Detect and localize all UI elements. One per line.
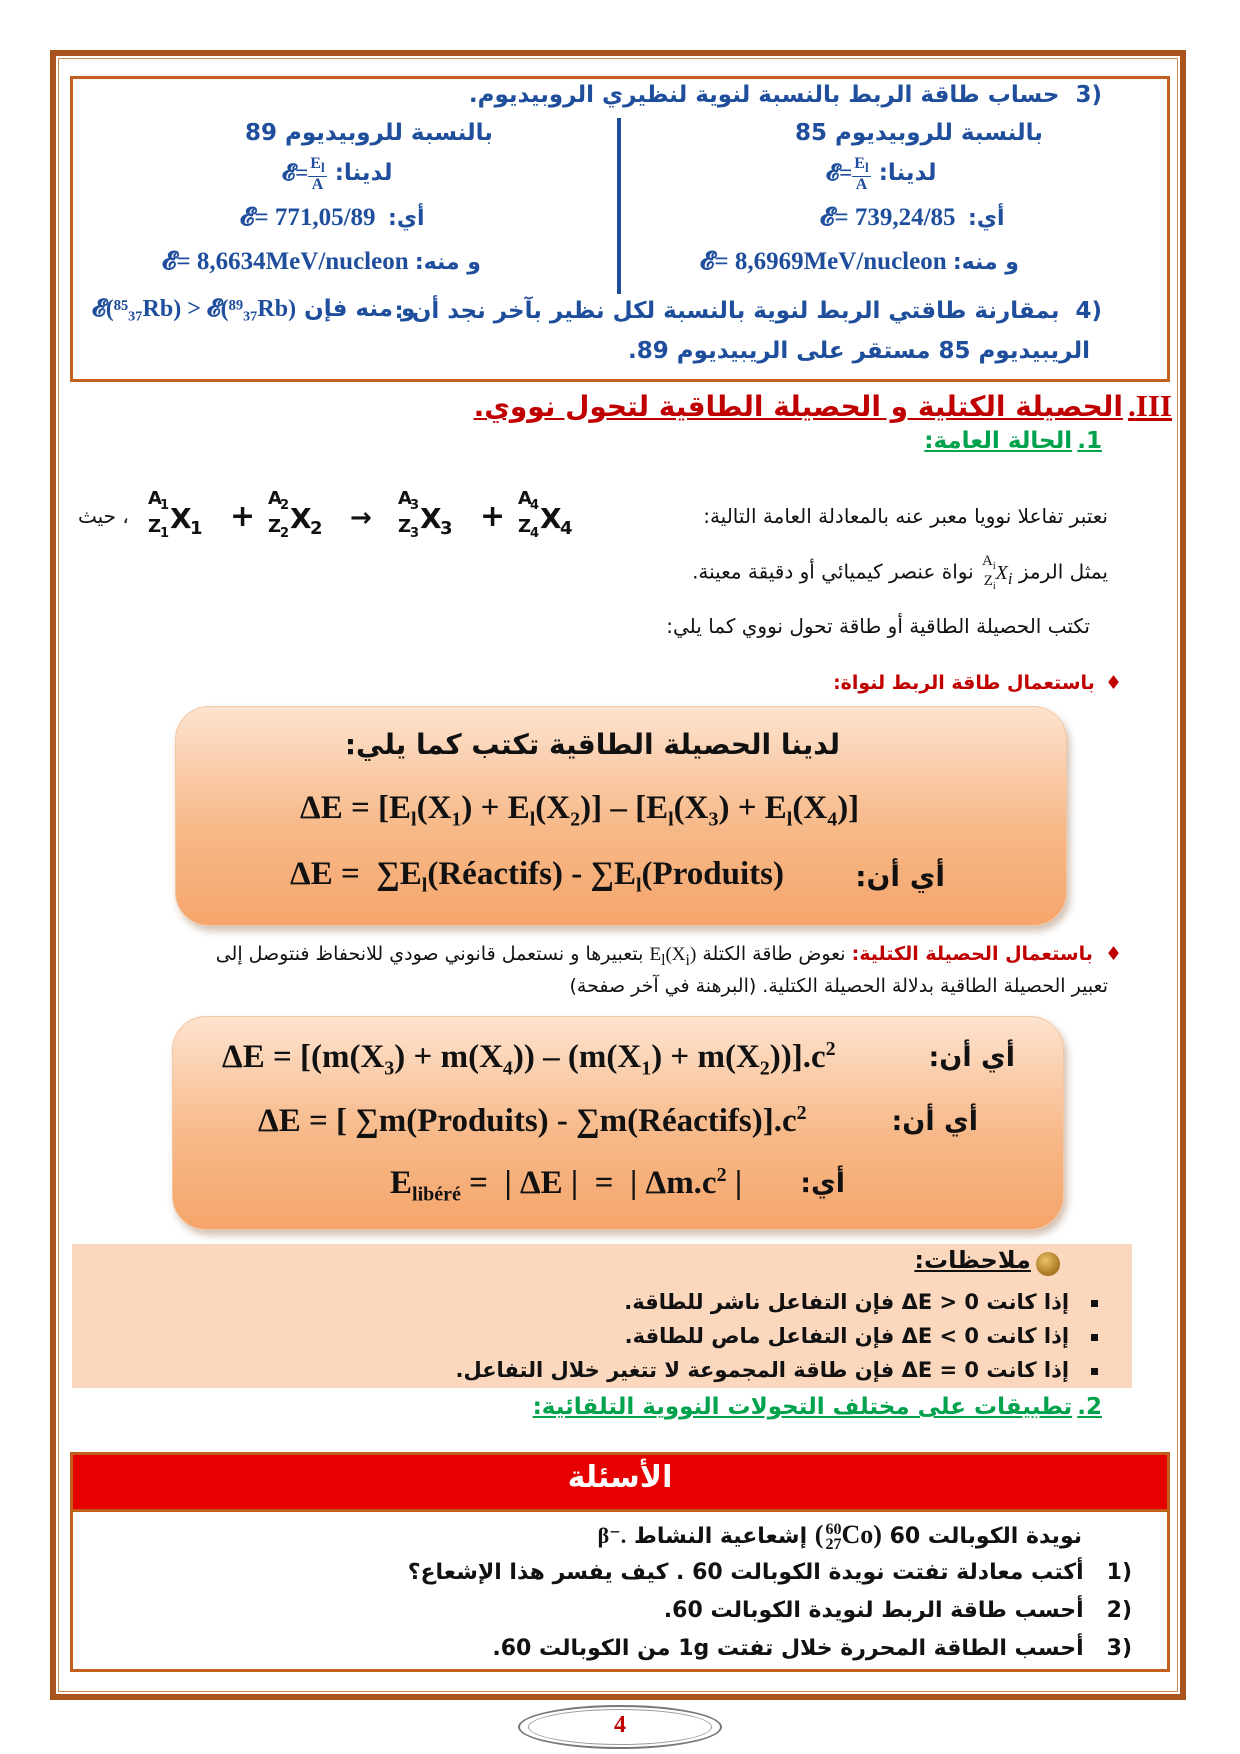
sub-2-text: تطبيقات على مختلف التحولات النووية التلقائية: xyxy=(532,1394,1073,1420)
box2-ie1: أي أن: xyxy=(928,1042,1015,1073)
sym-close: ) xyxy=(689,944,697,965)
intro-b: إشعاعية النشاط xyxy=(633,1524,808,1549)
sub-2-number: 2. xyxy=(1077,1394,1102,1420)
bullet-mass-balance xyxy=(216,943,1122,970)
box2-formula-3: $E_{libéré}$ = | ΔE | = | $\Delta m.c^2$ | xyxy=(390,1164,743,1206)
general-line1: نعتبر تفاعلا نوويا معبر عنه بالمعادلة العامة التالية: xyxy=(703,504,1108,528)
frac-den: A xyxy=(311,176,324,194)
svg-text:A: A xyxy=(398,488,412,509)
rb85-result-line xyxy=(700,248,1019,276)
rb85-result: 𝓔= 8,6969MeV/nucleon xyxy=(700,248,947,275)
svg-text:+: + xyxy=(230,499,256,534)
item-4-line1 xyxy=(394,298,1102,324)
question-text: أحسب طاقة الربط لنويدة الكوبالت 60. xyxy=(663,1598,1084,1623)
svg-text:X: X xyxy=(170,502,192,535)
compare-expression: 𝓔(⁸⁵₃₇Rb) > 𝓔(⁸⁹₃₇Rb) xyxy=(92,296,297,322)
rb85-frac xyxy=(826,155,871,194)
sub-1-title xyxy=(924,428,1102,454)
question-item xyxy=(408,1560,1132,1585)
rb89-heading: بالنسبة للروبيديوم 89 xyxy=(245,120,493,146)
question-text: أحسب الطاقة المحررة خلال تفتت 1g من الكوبالت 60. xyxy=(492,1636,1084,1661)
rb89-result: 𝓔= 8,6634MeV/nucleon xyxy=(162,248,409,275)
column-divider xyxy=(617,118,621,294)
sym-arg-sub: i xyxy=(685,951,690,969)
page-number: 4 xyxy=(614,1712,626,1738)
square-bullet-icon xyxy=(1091,1368,1098,1375)
frac-symbol: 𝓔= xyxy=(282,159,309,185)
note-item xyxy=(455,1358,1098,1382)
item-3 xyxy=(469,82,1102,108)
diamond-bullet-icon: ♦ xyxy=(1104,672,1122,694)
svg-text:1: 1 xyxy=(160,526,170,541)
rb85-have-label: لدينا: xyxy=(878,159,937,186)
box2-ie3: أي: xyxy=(800,1168,845,1199)
rb85-ie: أي: xyxy=(968,206,1005,231)
svg-text:1: 1 xyxy=(190,518,203,539)
box1-ie: أي أن: xyxy=(855,860,945,893)
bullet-mass-text1: نعوض طاقة الكتلة xyxy=(702,943,846,965)
question-number: (2 xyxy=(1106,1598,1132,1623)
frac-den: A xyxy=(855,176,868,194)
item-3-text: حساب طاقة الربط بالنسبة لنوية لنظيري الروبيديوم. xyxy=(468,82,1060,108)
symbol-meaning: نواة عنصر كيميائي أو دقيقة معينة. xyxy=(692,559,974,584)
sub-1-text: الحالة العامة: xyxy=(924,428,1073,454)
svg-text:2: 2 xyxy=(280,498,290,513)
notes-title xyxy=(914,1246,1060,1276)
rb89-calc: 𝓔= 771,05/89 xyxy=(240,204,376,231)
note-text: إذا كانت 0 < ΔE فإن التفاعل ناشر للطاقة. xyxy=(624,1290,1070,1314)
question-text: أكتب معادلة تفتت نويدة الكوبالت 60 . كيف يفسر هذا الإشعاع؟ xyxy=(407,1560,1084,1585)
notes-title-text: ملاحظات: xyxy=(914,1246,1031,1274)
svg-text:3: 3 xyxy=(440,518,453,539)
questions-header-text: الأسئلة xyxy=(567,1460,673,1495)
note-text: إذا كانت 0 = ΔE فإن طاقة المجموعة لا تتغير خلال التفاعل. xyxy=(455,1358,1070,1382)
questions-intro xyxy=(598,1520,1082,1552)
rb89-result-line xyxy=(162,248,481,276)
box2-formula-2: ΔE = [ ∑m(Produits) - $\sum m(Réactifs)].c^2$ xyxy=(258,1102,807,1139)
svg-text:3: 3 xyxy=(410,498,420,513)
general-line1-end: ، حيث xyxy=(78,504,129,528)
svg-text:2: 2 xyxy=(310,518,323,539)
svg-text:Z: Z xyxy=(398,516,412,537)
sub-1-number: 1. xyxy=(1077,428,1102,454)
svg-text:→: → xyxy=(350,503,372,533)
bullet-binding-energy-label: باستعمال طاقة الربط لنواة: xyxy=(833,672,1095,694)
symbol-AiZiXi: $A_i$ $Z_i$ $X_i$ xyxy=(982,553,1013,592)
bullet-mass-text2: بتعبيرها و نستعمل قانوني صودي للانحفاظ فنتوصل إلى xyxy=(215,943,644,965)
rb85-have xyxy=(826,156,936,193)
svg-text:A: A xyxy=(268,488,282,509)
rb85-calc-line xyxy=(820,204,1005,232)
rb89-frac xyxy=(282,155,327,194)
item-3-number: (3 xyxy=(1075,82,1102,108)
svg-text:+: + xyxy=(480,499,506,534)
rb89-calc-line xyxy=(240,204,425,232)
svg-text:4: 4 xyxy=(530,498,540,513)
general-reaction-equation xyxy=(140,482,610,546)
section-3-text: الحصيلة الكتلية و الحصيلة الطاقية لتحول نووي. xyxy=(473,390,1123,423)
sym-arg: (X xyxy=(665,944,686,965)
diamond-bullet-icon: ♦ xyxy=(1104,943,1122,965)
bullet-mass-label: باستعمال الحصيلة الكتلية: xyxy=(851,943,1093,965)
svg-text:Z: Z xyxy=(518,516,532,537)
frac-num: E xyxy=(854,155,865,172)
svg-text:4: 4 xyxy=(530,526,540,541)
rb85-calc: 𝓔= 739,24/85 xyxy=(820,204,956,231)
intro-beta: β⁻. xyxy=(597,1523,627,1548)
cobalt-60-symbol: ( 60 27 Co) xyxy=(814,1520,882,1554)
svg-text:2: 2 xyxy=(280,526,290,541)
note-text: إذا كانت 0 > ΔE فإن التفاعل ماص للطاقة. xyxy=(624,1324,1070,1348)
frac-num-sub: l xyxy=(864,160,869,176)
bullet-binding-energy xyxy=(833,672,1122,694)
symbol-intro: يمثل الرمز xyxy=(1018,559,1108,584)
note-item xyxy=(625,1324,1098,1348)
square-bullet-icon xyxy=(1091,1300,1098,1307)
box1-formula-1: $\Delta E = [E_l(X_1) + E_l(X_2)] - [E_l(X_3) + E_l(X_4)]$ xyxy=(300,790,860,831)
sub-2-title xyxy=(533,1394,1102,1420)
rb89-then: و منه: xyxy=(414,250,481,275)
item-4-text: بمقارنة طاقتي الربط لنوية بالنسبة لكل نظير بآخر نجد أن : xyxy=(394,298,1060,324)
rb89-have-label: لدينا: xyxy=(334,159,393,186)
svg-text:Z: Z xyxy=(268,516,282,537)
question-item xyxy=(664,1598,1132,1623)
question-number: (1 xyxy=(1106,1560,1132,1585)
bronze-coin-icon xyxy=(1036,1252,1060,1276)
frac-symbol: 𝓔= xyxy=(826,159,853,185)
rb89-ie: أي: xyxy=(388,206,425,231)
rb89-have xyxy=(282,156,392,193)
box2-formula-1: $\Delta E = [(m(X_3) + m(X_4)) - (m(X_1) + m(X_2))].c^2$ xyxy=(222,1038,836,1080)
box1-heading: لدينا الحصيلة الطاقية تكتب كما يلي: xyxy=(344,728,840,761)
rb85-then: و منه: xyxy=(952,250,1019,275)
sym-E: E xyxy=(649,944,662,965)
question-item xyxy=(492,1636,1132,1661)
note-item xyxy=(624,1290,1098,1314)
svg-text:X: X xyxy=(540,502,562,535)
frac-num-sub: l xyxy=(320,160,325,176)
svg-text:A: A xyxy=(148,488,162,509)
question-number: (3 xyxy=(1106,1636,1132,1661)
bullet-mass-line2: تعبير الحصيلة الطاقية بدلالة الحصيلة الكتلية. (البرهنة في آخر صفحة) xyxy=(569,975,1108,997)
compare-prefix: و منه فإن xyxy=(304,296,416,322)
section-3-number: III. xyxy=(1128,388,1172,423)
item-4-line2: الريبيديوم 85 مستقر على الريبيديوم 89. xyxy=(628,338,1090,364)
general-line2 xyxy=(692,554,1108,594)
square-bullet-icon xyxy=(1091,1334,1098,1341)
item-4-number: (4 xyxy=(1075,298,1102,324)
svg-text:X: X xyxy=(290,502,312,535)
rb85-heading: بالنسبة للروبيديوم 85 xyxy=(795,120,1043,146)
svg-text:A: A xyxy=(518,488,532,509)
svg-text:3: 3 xyxy=(410,526,420,541)
intro-a: نويدة الكوبالت 60 xyxy=(889,1524,1082,1549)
svg-text:1: 1 xyxy=(160,498,170,513)
svg-text:X: X xyxy=(420,502,442,535)
svg-text:Z: Z xyxy=(148,516,162,537)
section-3-title xyxy=(474,388,1172,424)
item-4-compare xyxy=(92,296,415,323)
sym-E-sub: l xyxy=(661,951,666,969)
general-line3: تكتب الحصيلة الطاقية أو طاقة تحول نووي كما يلي: xyxy=(666,614,1090,638)
frac-num: E xyxy=(310,155,321,172)
svg-text:4: 4 xyxy=(560,518,573,539)
bullet-mass-symbol xyxy=(649,944,697,969)
box2-ie2: أي أن: xyxy=(891,1106,978,1137)
box1-formula-2: $\Delta E = \sum E_l(Réactifs)$ - $\sum E_l(Produits)$ xyxy=(290,856,784,897)
